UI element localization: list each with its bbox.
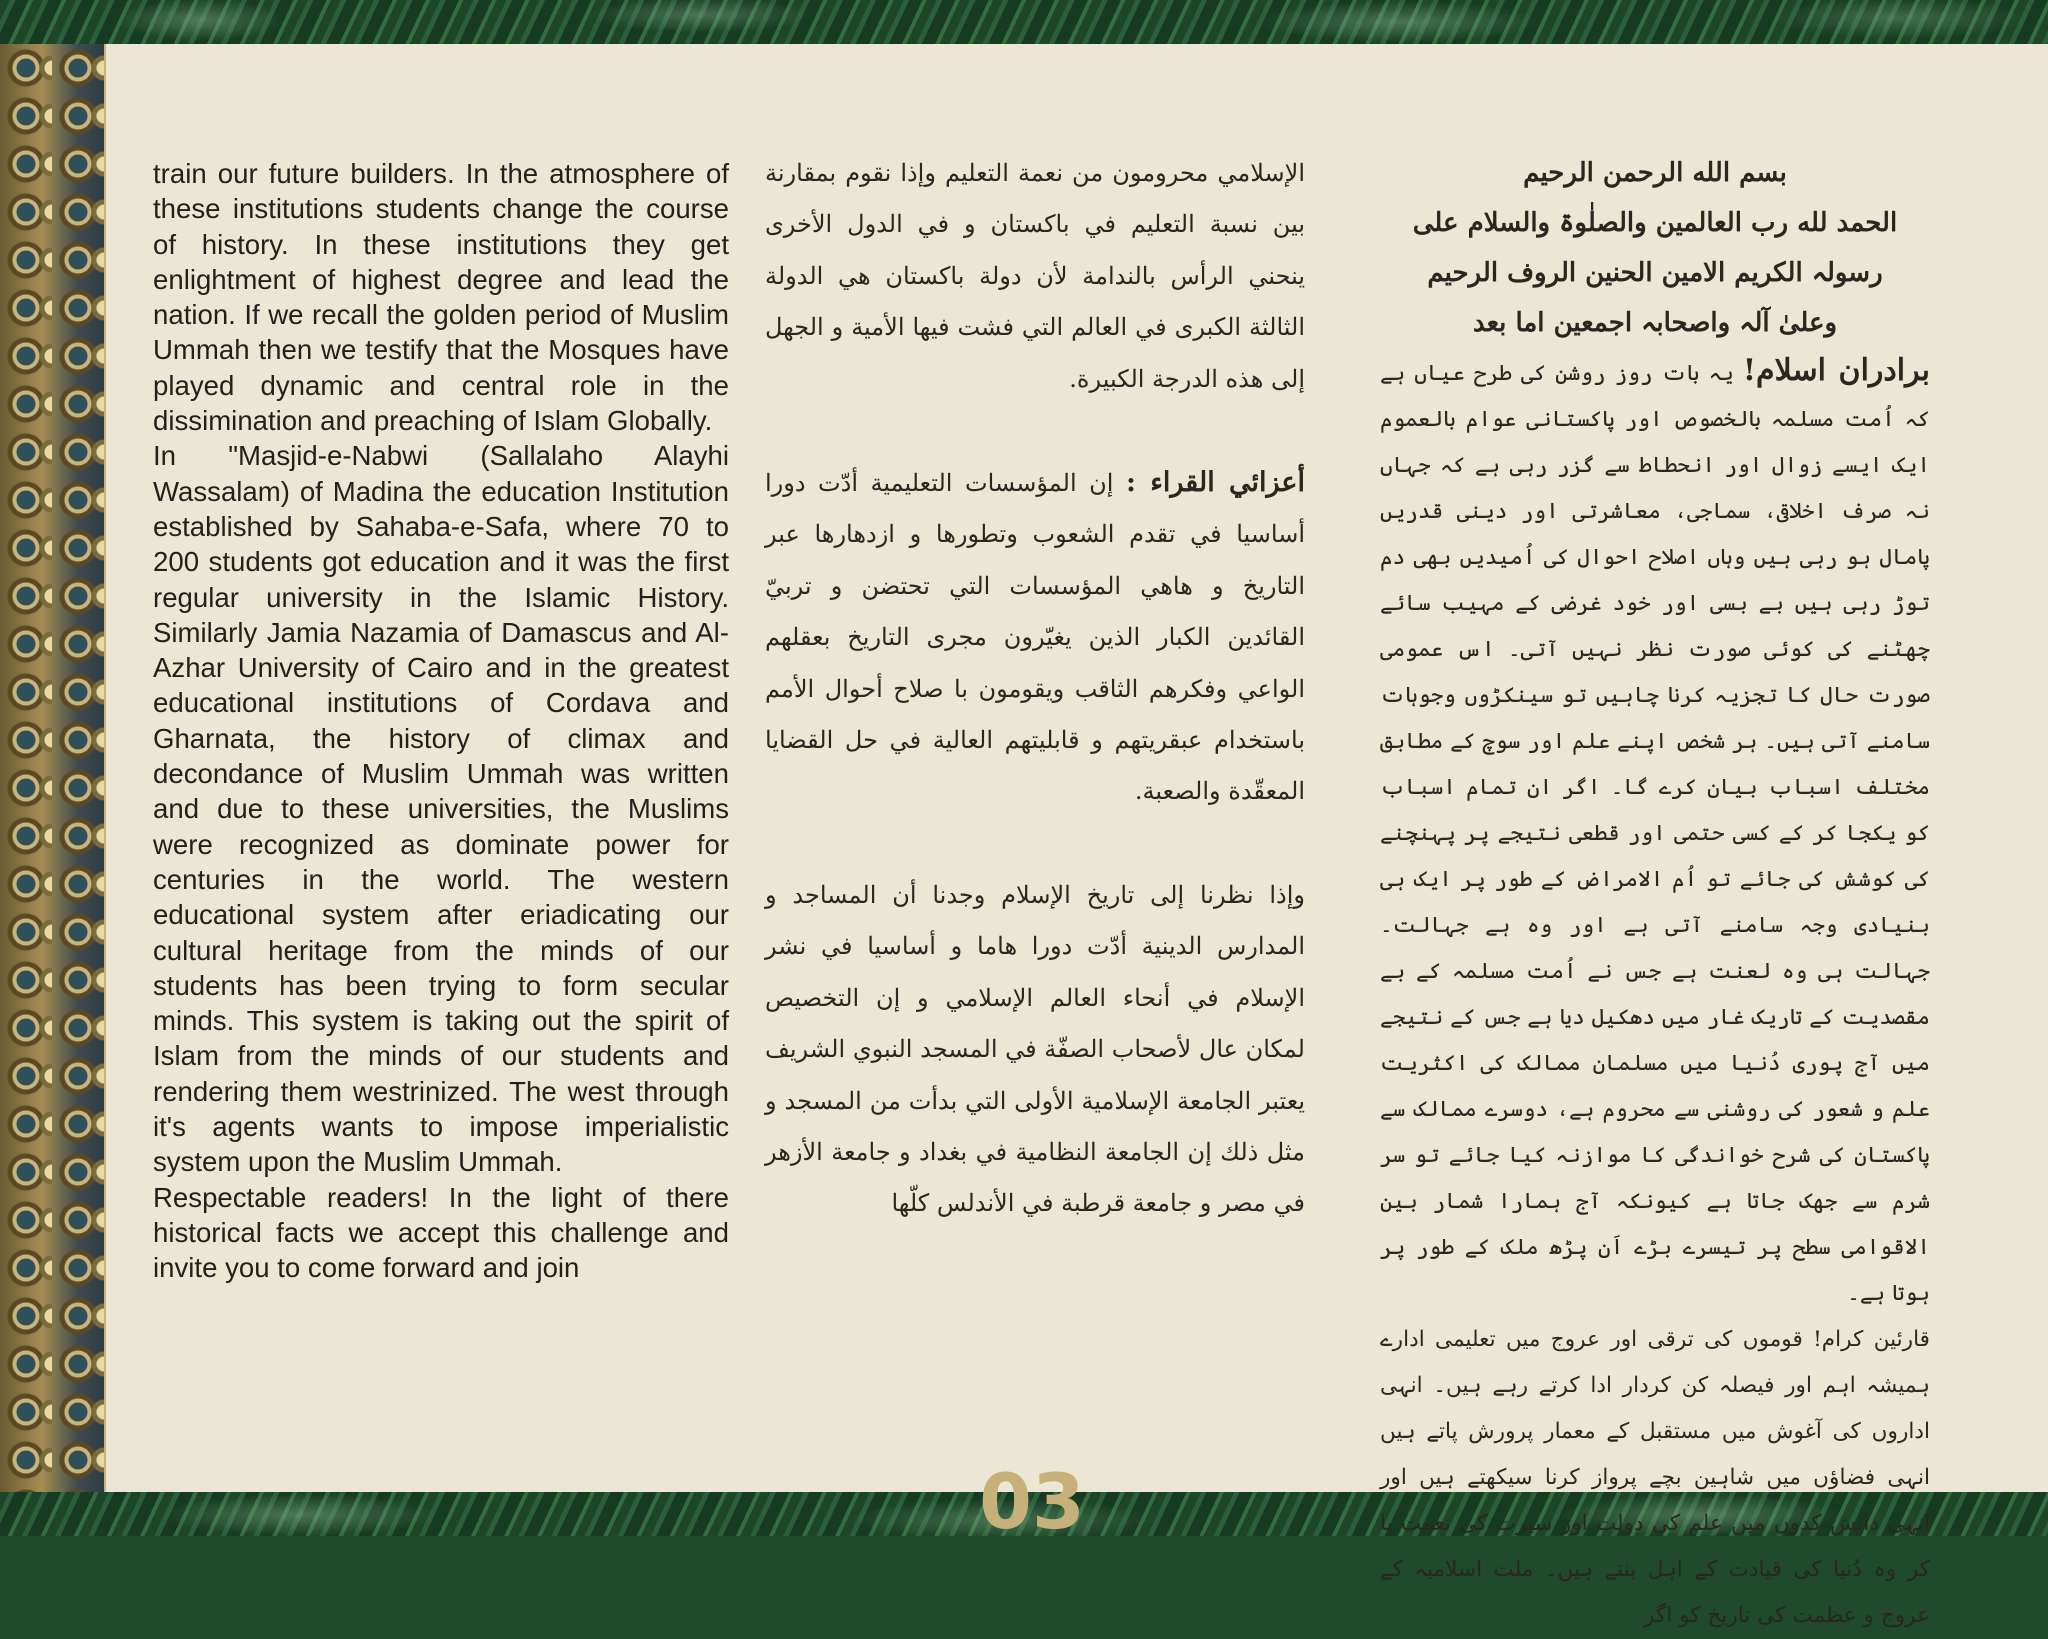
- arabic-paragraph-2-body: إن المؤسسات التعليمية أدّت دورا أساسيا في تقدم الشعوب وتطورها و ازدهارها عبر التاريخ و هاهي المؤسسات التي تحتضن و تربيّ القائدين الكبار الذين يغيّرون مجرى التاريخ بعقلهم الواعي وفكرهم الثاقب ويقومون با صلاح أحوال الأمم باستخدام عبقريتهم و قابليتهم العالية في حل القضايا المعقّدة والصعبة.: [765, 469, 1305, 806]
- urdu-column: [1380, 148, 1930, 1639]
- bismillah-line-4: وعلیٰ آلہ واصحابہ اجمعین اما بعد: [1472, 308, 1838, 338]
- arabic-paragraph-3: وإذا نظرنا إلى تاريخ الإسلام وجدنا أن المساجد و المدارس الدينية أدّت دورا هاما و أساسيا في نشر الإسلام في أنحاء العالم الإسلامي و إن التخصيص لمكان عال لأصحاب الصفّة في المسجد النبوي الشريف يعتبر الجامعة الإسلامية الأولى التي بدأت من المسجد و مثل ذلك إن الجامعة النظامية في بغداد و جامعة الأزهر في مصر و جامعة قرطبة في الأندلس كلّها: [765, 880, 1305, 1218]
- mosaic-ornament-strip: [0, 44, 106, 1492]
- page-number: 03: [979, 1457, 1085, 1546]
- paragraph-gap: [765, 405, 1305, 457]
- arabic-column: [765, 148, 1305, 1230]
- bismillah-line-2: الحمد لله رب العالمین والصلٰوۃ والسلام علی: [1412, 208, 1898, 238]
- english-column: [153, 156, 729, 1286]
- arabic-paragraph-2-lead: أعزائي القراء :: [1125, 467, 1305, 499]
- english-paragraph-2: In "Masjid-e-Nabwi (Sallalaho Alayhi Wassalam) of Madina the education Institution established by Sahaba-e-Safa, where 70 to 200 students got education and it was the first regular university in the Islamic History. Similarly Jamia Nazamia of Damascus and Al-Azhar University of Cairo and in the greatest educational institutions of Cordava and Gharnata, the history of climax and decondance of Muslim Ummah was written and due to these universities, the Muslims were recognized as dominate power for centuries in the world. The western educational system after eriadicating our cultural heritage from the minds of our students has been trying to form secular minds. This system is taking out the spirit of Islam from the minds of our students and rendering them westrinized. The west through it's agents wants to impose imperialistic system upon the Muslim Ummah.: [153, 440, 729, 1178]
- urdu-paragraph-1: [1380, 348, 1930, 1317]
- bismillah-line-3: رسولہ الکریم الامین الحنین الروف الرحیم: [1427, 258, 1883, 288]
- document-page: [0, 44, 2048, 1628]
- urdu-paragraph-2: قارئین کرام! قوموں کی ترقی اور عروج میں تعلیمی ادارے ہمیشہ اہم اور فیصلہ کن کردار ادا کرتے رہے ہیں۔ انہی اداروں کی آغوش میں مستقبل کے معمار پرورش پاتے ہیں انہی فضاؤں میں شاہین بچے پرواز کرنا سیکھتے ہیں اور انہی دانش کدوں میں علم کی دولت اور سیرت کی نعمت پا کر وہ دُنیا کی قیادت کے اہل بنتے ہیں۔ ملت اسلامیہ کے عروج و عظمت کی تاریخ کو اگر: [1380, 1327, 1930, 1628]
- paragraph-gap: [765, 818, 1305, 870]
- urdu-paragraph-1-body: یہ بات روز روشن کی طرح عیاں ہے کہ اُمت مسلمہ بالخصوص اور پاکستانی عوام بالعموم ایک ایسے زوال اور انحطاط سے گزر رہی ہے کہ جہاں نہ صرف اخلاقی، سماجی، معاشرتی اور دینی قدریں پامال ہو رہی ہیں وہاں اصلاح احوال کی اُمیدیں بھی دم توڑ رہی ہیں بے بسی اور خود غرضی کے مہیب سائے چھٹنے کی کوئی صورت نظر نہیں آتی۔ اس عمومی صورت حال کا تجزیہ کرنا چاہیں تو سینکڑوں وجوہات سامنے آتی ہیں۔ ہر شخص اپنے علم اور سوچ کے مطابق مختلف اسباب بیان کرے گا۔ اگر ان تمام اسباب کو یکجا کر کے کسی حتمی اور قطعی نتیجے پر پہنچنے کی کوشش کی جائے تو اُم الامراض کے طور پر ایک ہی بنیادی وجہ سامنے آتی ہے اور وہ ہے جہالت۔ جہالت ہی وہ لعنت ہے جس نے اُمت مسلمہ کے بے مقصدیت کے تاریک غار میں دھکیل دیا ہے جس کے نتیجے میں آج پوری دُنیا میں مسلمان ممالک کی اکثریت علم و شعور کی روشنی سے محروم ہے، دوسرے ممالک سے پاکستان کی شرح خواندگی کا موازنہ کیا جائے تو سر شرم سے جھک جاتا ہے کیونکہ آج ہمارا شمار بین الاقوامی سطح پر تیسرے بڑے اَن پڑھ ملک کے طور پر ہوتا ہے۔: [1380, 361, 1930, 1306]
- urdu-paragraph-1-lead: برادران اسلام!: [1742, 353, 1930, 388]
- bismillah-line-1: بسم الله الرحمن الرحيم: [1523, 158, 1787, 188]
- english-paragraph-1: train our future builders. In the atmosphere of these institutions students change the course of history. In these institutions they get enlightment of highest degree and lead the nation. If we recall the golden period of Muslim Ummah then we testify that the Mosques have played dynamic and central role in the dissimination and preaching of Islam Globally.: [153, 158, 729, 437]
- arabic-paragraph-2: [765, 457, 1305, 818]
- english-paragraph-3: Respectable readers! In the light of there historical facts we accept this challenge and invite you to come forward and join: [153, 1181, 729, 1284]
- arabic-paragraph-1: الإسلامي محرومون من نعمة التعليم وإذا نقوم بمقارنة بين نسبة التعليم في باكستان و في الدول الأخرى ينحني الرأس بالندامة لأن دولة باكستان هي الدولة الثالثة الكبرى في العالم التي فشت فيها الأمية و الجهل إلى هذه الدرجة الكبيرة.: [765, 159, 1305, 393]
